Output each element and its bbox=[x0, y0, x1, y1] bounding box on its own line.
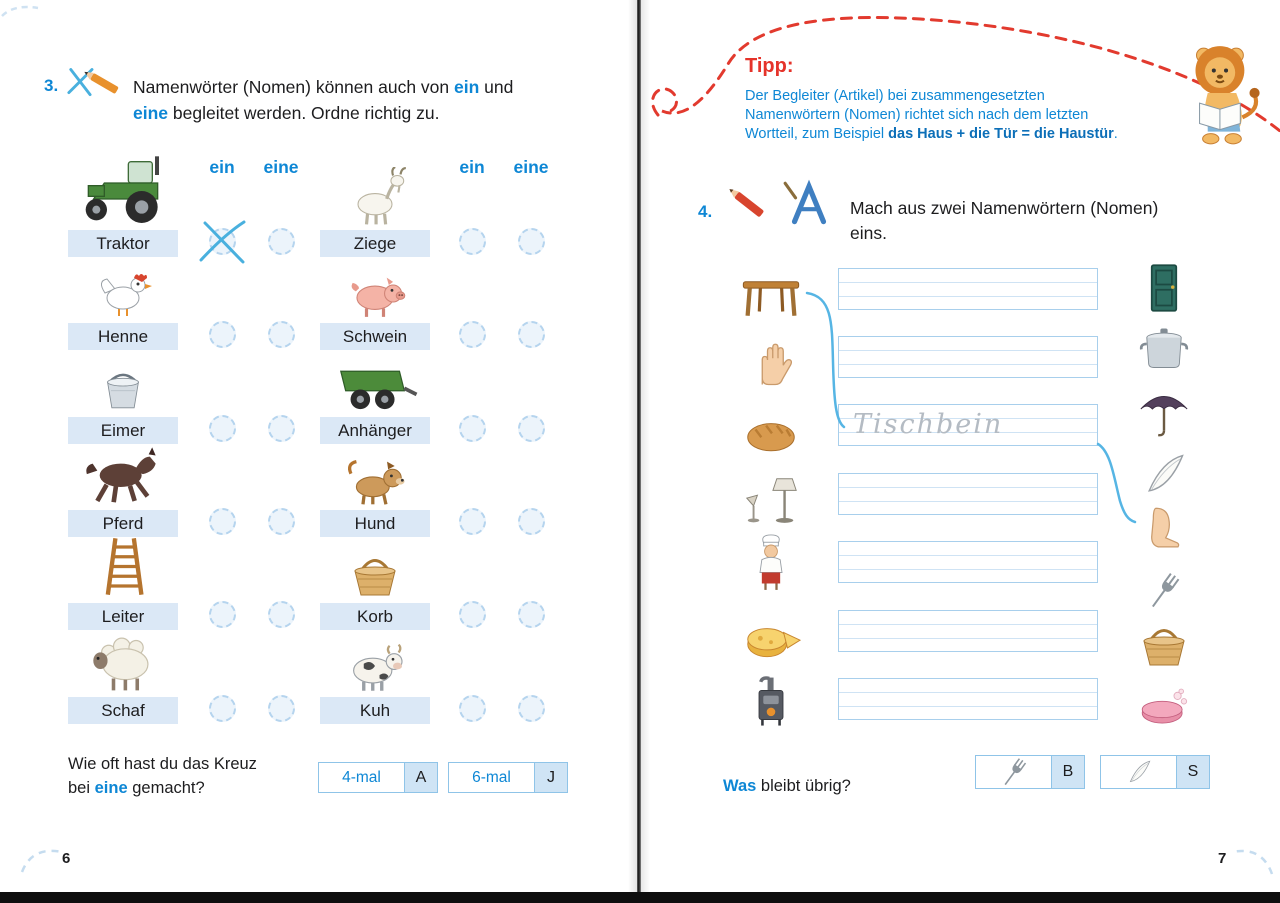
lion-mascot-image bbox=[1183, 40, 1265, 152]
answer-option-letter: B bbox=[1051, 756, 1084, 788]
leg-image bbox=[1128, 495, 1200, 551]
corner-dashes-bottom-right bbox=[1222, 838, 1278, 884]
fork-icon bbox=[976, 756, 1051, 788]
dog-image bbox=[320, 444, 430, 506]
tip-text-line2: Namenwörtern (Nomen) richtet sich nach dem letzten bbox=[745, 107, 1089, 123]
tip-title: Tipp: bbox=[745, 55, 794, 77]
answer-circle-eine-leiter[interactable] bbox=[268, 601, 295, 628]
answer-option-label: 4-mal bbox=[342, 768, 381, 786]
cheese-image bbox=[735, 602, 807, 662]
exercise-4-instruction-line1: Mach aus zwei Namenwörtern (Nomen) bbox=[850, 198, 1159, 218]
answer-circle-ein-anhänger[interactable] bbox=[459, 415, 486, 442]
bread-image bbox=[735, 396, 807, 456]
pencil-cross-mark bbox=[196, 218, 248, 266]
exercise-4-instruction-line2: eins. bbox=[850, 223, 887, 243]
cow-image bbox=[320, 631, 430, 693]
fork-image bbox=[1128, 557, 1200, 613]
writing-lines-5[interactable] bbox=[838, 541, 1098, 583]
pig-image bbox=[320, 257, 430, 319]
exercise-3-number: 3. bbox=[44, 76, 59, 95]
answer-circle-eine-anhänger[interactable] bbox=[518, 415, 545, 442]
umbrella-image bbox=[1128, 384, 1200, 440]
trailer-image bbox=[320, 351, 430, 413]
page-number-right: 7 bbox=[1218, 850, 1227, 867]
leftover-question: Was bleibt übrig? bbox=[723, 777, 851, 795]
answer-option-letter: S bbox=[1176, 756, 1209, 788]
lamp-image bbox=[735, 465, 807, 525]
answer-circle-ein-pferd[interactable] bbox=[209, 508, 236, 535]
answer-option-letter: J bbox=[534, 763, 567, 792]
feather-icon bbox=[1101, 756, 1176, 788]
word-label-schaf: Schaf bbox=[68, 697, 178, 724]
column-header-ein-right: ein bbox=[459, 157, 485, 177]
feather-image bbox=[1128, 442, 1200, 498]
sheep-image bbox=[68, 631, 178, 693]
answer-circle-ein-ziege[interactable] bbox=[459, 228, 486, 255]
exercise-4-number: 4. bbox=[698, 202, 713, 221]
answer-option-fork[interactable] bbox=[975, 755, 1085, 789]
word-label-traktor: Traktor bbox=[68, 230, 178, 257]
tally-question-line2: bei eine gemacht? bbox=[68, 779, 205, 797]
pencil-cross-icon bbox=[60, 56, 124, 110]
answer-option-letter: A bbox=[404, 763, 437, 792]
word-label-eimer: Eimer bbox=[68, 417, 178, 444]
word-label-anhänger: Anhänger bbox=[320, 417, 430, 444]
horse-image bbox=[68, 444, 178, 506]
word-label-korb: Korb bbox=[320, 603, 430, 630]
basket-image bbox=[1128, 613, 1200, 669]
cook-image bbox=[735, 533, 807, 593]
answer-circle-eine-schaf[interactable] bbox=[268, 695, 295, 722]
ladder-image bbox=[68, 537, 178, 599]
word-label-schwein: Schwein bbox=[320, 323, 430, 350]
book-edge bbox=[0, 892, 1280, 903]
hen-image bbox=[68, 257, 178, 319]
stove-image bbox=[735, 670, 807, 730]
answer-circle-eine-traktor[interactable] bbox=[268, 228, 295, 255]
answer-option-6-mal[interactable] bbox=[448, 762, 568, 793]
red-pencil-icon bbox=[720, 180, 772, 224]
page-right bbox=[640, 0, 1280, 903]
answer-circle-eine-pferd[interactable] bbox=[268, 508, 295, 535]
tractor-image bbox=[68, 164, 178, 226]
word-label-pferd: Pferd bbox=[68, 510, 178, 537]
word-label-kuh: Kuh bbox=[320, 697, 430, 724]
tally-question-line1: Wie oft hast du das Kreuz bbox=[68, 755, 257, 773]
writing-lines-2[interactable] bbox=[838, 336, 1098, 378]
writing-lines-6[interactable] bbox=[838, 610, 1098, 652]
book-spine bbox=[637, 0, 641, 892]
column-header-eine-left: eine bbox=[263, 157, 299, 177]
tip-text-line3: Wortteil, zum Beispiel das Haus + die Tür = die Haustür. bbox=[745, 126, 1118, 142]
goat-image bbox=[320, 164, 430, 226]
word-label-henne: Henne bbox=[68, 323, 178, 350]
answer-circle-ein-henne[interactable] bbox=[209, 321, 236, 348]
answer-option-label: 6-mal bbox=[472, 768, 511, 786]
pot-image bbox=[1128, 315, 1200, 371]
answer-circle-ein-schaf[interactable] bbox=[209, 695, 236, 722]
exercise-3-instruction-line1: Namenwörter (Nomen) können auch von ein und bbox=[133, 77, 514, 97]
answer-circle-ein-kuh[interactable] bbox=[459, 695, 486, 722]
answer-option-4-mal[interactable] bbox=[318, 762, 438, 793]
writing-lines-3[interactable] bbox=[838, 404, 1098, 446]
soap-image bbox=[1128, 672, 1200, 728]
answer-circle-ein-eimer[interactable] bbox=[209, 415, 236, 442]
word-label-ziege: Ziege bbox=[320, 230, 430, 257]
handwritten-answer: Tischbein bbox=[853, 409, 1004, 440]
column-header-ein-left: ein bbox=[209, 157, 235, 177]
hand-image bbox=[735, 328, 807, 388]
word-label-hund: Hund bbox=[320, 510, 430, 537]
writing-lines-1[interactable] bbox=[838, 268, 1098, 310]
letter-stencil-icon bbox=[780, 178, 838, 228]
answer-circle-eine-henne[interactable] bbox=[268, 321, 295, 348]
answer-circle-ein-korb[interactable] bbox=[459, 601, 486, 628]
writing-lines-7[interactable] bbox=[838, 678, 1098, 720]
word-label-leiter: Leiter bbox=[68, 603, 178, 630]
answer-circle-eine-kuh[interactable] bbox=[518, 695, 545, 722]
basket-image bbox=[320, 537, 430, 599]
door-image bbox=[1128, 260, 1200, 316]
page-number-left: 6 bbox=[62, 850, 71, 867]
answer-option-feather[interactable] bbox=[1100, 755, 1210, 789]
column-header-eine-right: eine bbox=[513, 157, 549, 177]
answer-circle-eine-eimer[interactable] bbox=[268, 415, 295, 442]
table-image bbox=[735, 260, 807, 320]
answer-circle-eine-korb[interactable] bbox=[518, 601, 545, 628]
answer-circle-eine-ziege[interactable] bbox=[518, 228, 545, 255]
writing-lines-4[interactable] bbox=[838, 473, 1098, 515]
exercise-3-instruction-line2: eine begleitet werden. Ordne richtig zu. bbox=[133, 103, 440, 123]
corner-dashes-top-left bbox=[0, 0, 42, 20]
answer-circle-ein-leiter[interactable] bbox=[209, 601, 236, 628]
answer-circle-ein-hund[interactable] bbox=[459, 508, 486, 535]
answer-circle-eine-schwein[interactable] bbox=[518, 321, 545, 348]
answer-circle-eine-hund[interactable] bbox=[518, 508, 545, 535]
tip-text-line1: Der Begleiter (Artikel) bei zusammengesetzten bbox=[745, 88, 1045, 104]
answer-circle-ein-schwein[interactable] bbox=[459, 321, 486, 348]
bucket-image bbox=[68, 351, 178, 413]
